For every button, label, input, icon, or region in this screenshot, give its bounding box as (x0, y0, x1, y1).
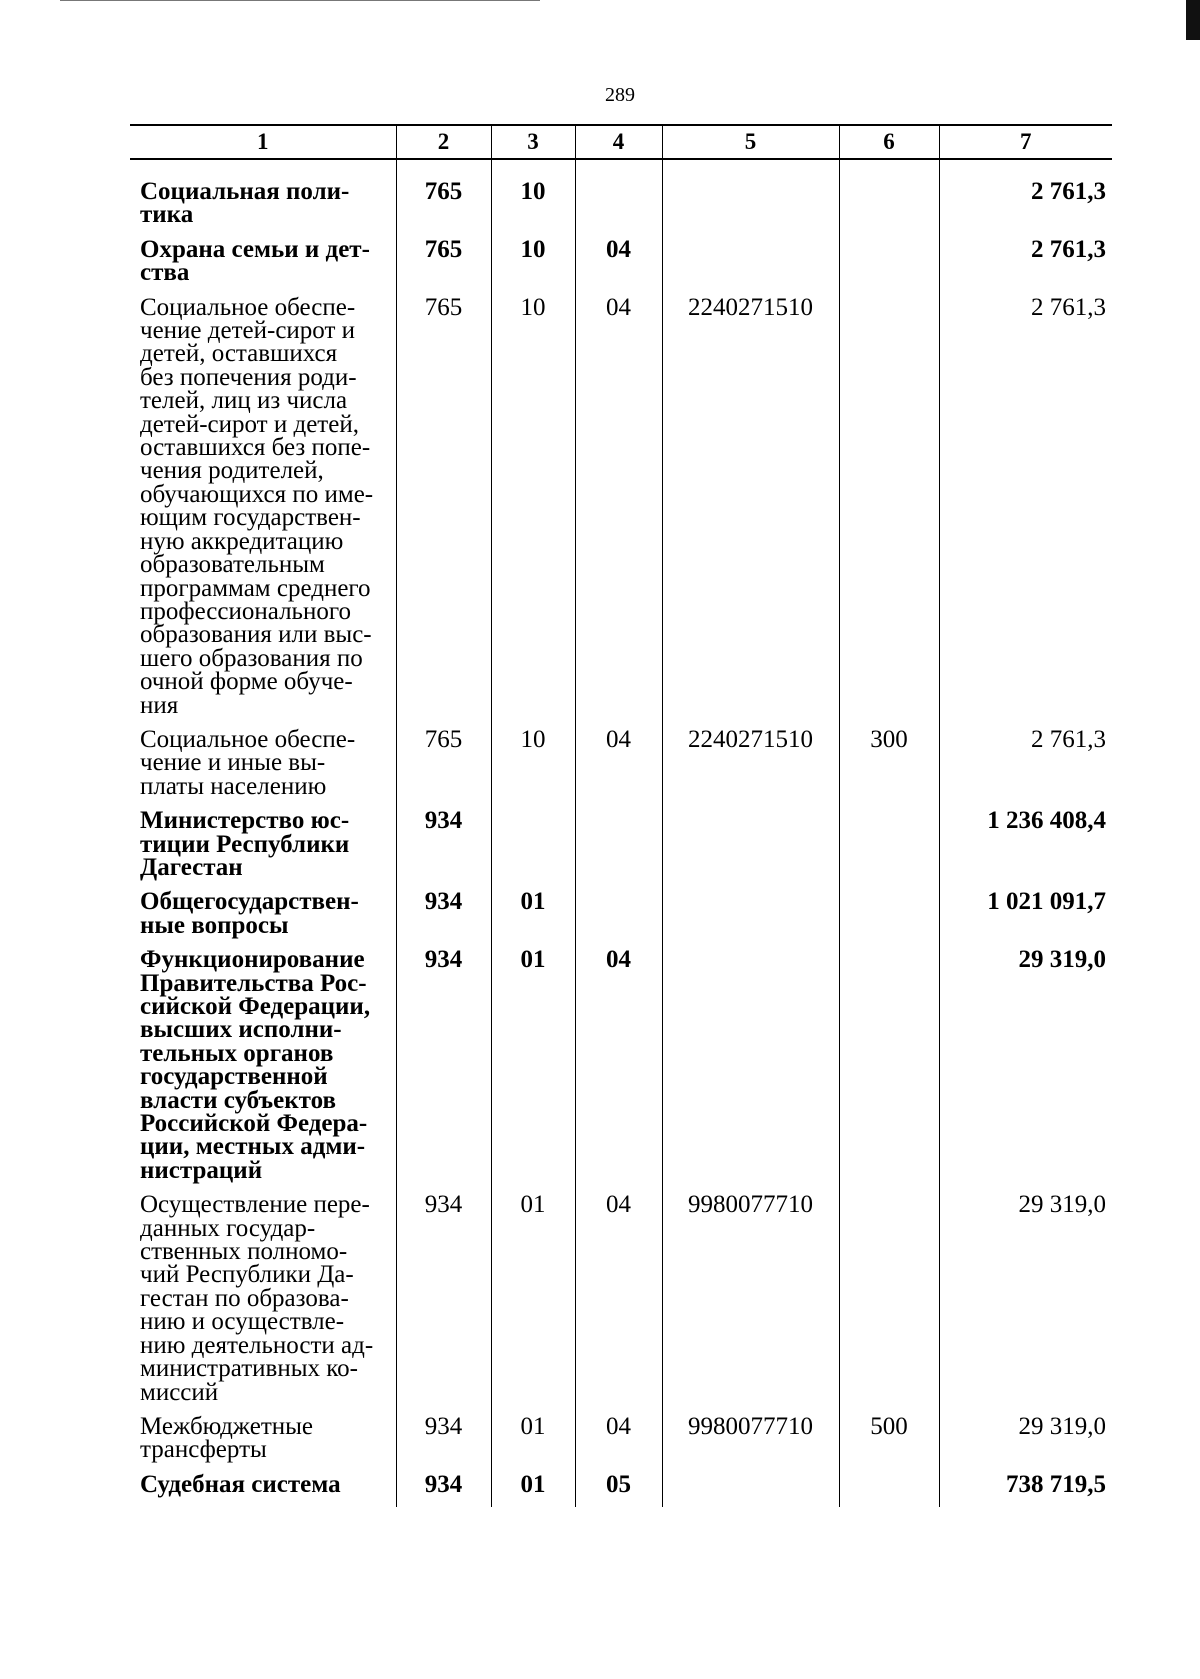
row-col-6-cell: 300 (839, 728, 939, 809)
row-col-2-cell: 934 (396, 809, 491, 890)
row-name-cell: Социальная поли- тика (130, 180, 396, 238)
row-name-cell: Осуществление пере- данных государ- ственных полномо- чий Республики Да- гестан по образова- нию и осуществле- нию деятельности ад- министративных ко- миссий (130, 1193, 396, 1415)
row-col-7-cell: 2 761,3 (939, 180, 1112, 238)
header-col-7: 7 (939, 125, 1112, 159)
table-spacer-row (130, 159, 1112, 180)
row-col-3-cell (491, 809, 575, 890)
row-col-4-cell (575, 890, 662, 948)
row-name-cell: Общегосударствен- ные вопросы (130, 890, 396, 948)
row-col-2-cell: 765 (396, 728, 491, 809)
row-col-6-cell (839, 948, 939, 1193)
row-col-5-cell (662, 1473, 839, 1507)
row-col-7-cell: 738 719,5 (939, 1473, 1112, 1507)
row-col-4-cell: 04 (575, 728, 662, 809)
row-col-7-cell: 1 021 091,7 (939, 890, 1112, 948)
row-col-2-cell: 765 (396, 296, 491, 728)
table-header-row (130, 125, 1112, 159)
row-col-5-cell: 2240271510 (662, 728, 839, 809)
row-col-6-cell (839, 890, 939, 948)
row-col-7-cell: 2 761,3 (939, 238, 1112, 296)
header-col-1: 1 (130, 125, 396, 159)
row-col-6-cell (839, 296, 939, 728)
row-name-cell: Социальное обеспе- чение и иные вы- платы населению (130, 728, 396, 809)
table-row (130, 728, 1112, 809)
row-col-7-cell: 29 319,0 (939, 1415, 1112, 1473)
row-col-5-cell: 2240271510 (662, 296, 839, 728)
header-col-3: 3 (491, 125, 575, 159)
page-number: 289 (605, 84, 635, 106)
row-col-5-cell: 9980077710 (662, 1193, 839, 1415)
header-col-6: 6 (839, 125, 939, 159)
row-col-7-cell: 29 319,0 (939, 948, 1112, 1193)
row-col-6-cell (839, 1193, 939, 1415)
table-row (130, 890, 1112, 948)
row-col-5-cell (662, 948, 839, 1193)
row-col-3-cell: 01 (491, 1193, 575, 1415)
row-col-3-cell: 10 (491, 180, 575, 238)
row-col-6-cell (839, 809, 939, 890)
row-col-5-cell (662, 238, 839, 296)
header-col-4: 4 (575, 125, 662, 159)
header-col-2: 2 (396, 125, 491, 159)
row-col-4-cell: 04 (575, 948, 662, 1193)
row-col-2-cell: 934 (396, 1473, 491, 1507)
row-col-5-cell: 9980077710 (662, 1415, 839, 1473)
row-col-6-cell (839, 238, 939, 296)
table-row (130, 1415, 1112, 1473)
scan-artifact-line (60, 0, 540, 1)
row-col-3-cell: 10 (491, 296, 575, 728)
row-col-6-cell: 500 (839, 1415, 939, 1473)
row-col-5-cell (662, 890, 839, 948)
row-col-4-cell: 04 (575, 238, 662, 296)
row-name-cell: Министерство юс- тиции Республики Дагестан (130, 809, 396, 890)
row-col-4-cell: 04 (575, 296, 662, 728)
row-col-3-cell: 01 (491, 1415, 575, 1473)
table-row (130, 180, 1112, 238)
row-col-4-cell: 05 (575, 1473, 662, 1507)
table-row (130, 296, 1112, 728)
row-col-2-cell: 765 (396, 180, 491, 238)
row-name-cell: Функционирование Правительства Рос- сийской Федерации, высших исполни- тельных органов государственной власти субъектов Российской Федера- ции, местных адми- нистраций (130, 948, 396, 1193)
row-col-3-cell: 01 (491, 1473, 575, 1507)
row-col-7-cell: 2 761,3 (939, 296, 1112, 728)
row-col-3-cell: 01 (491, 948, 575, 1193)
row-col-7-cell: 2 761,3 (939, 728, 1112, 809)
row-col-2-cell: 934 (396, 948, 491, 1193)
scan-artifact-edge (1186, 0, 1200, 40)
row-name-cell: Охрана семьи и дет- ства (130, 238, 396, 296)
row-col-2-cell: 765 (396, 238, 491, 296)
table-row (130, 1193, 1112, 1415)
budget-table-container (130, 124, 1112, 1507)
budget-table (130, 124, 1112, 1507)
row-name-cell: Межбюджетные трансферты (130, 1415, 396, 1473)
row-col-4-cell: 04 (575, 1193, 662, 1415)
table-row (130, 948, 1112, 1193)
table-row (130, 238, 1112, 296)
table-row (130, 1473, 1112, 1507)
row-col-3-cell: 10 (491, 728, 575, 809)
row-col-3-cell: 10 (491, 238, 575, 296)
row-col-2-cell: 934 (396, 1415, 491, 1473)
header-col-5: 5 (662, 125, 839, 159)
row-col-6-cell (839, 180, 939, 238)
row-col-5-cell (662, 180, 839, 238)
row-col-4-cell (575, 180, 662, 238)
row-col-2-cell: 934 (396, 1193, 491, 1415)
row-col-2-cell: 934 (396, 890, 491, 948)
row-col-7-cell: 29 319,0 (939, 1193, 1112, 1415)
row-col-7-cell: 1 236 408,4 (939, 809, 1112, 890)
row-col-5-cell (662, 809, 839, 890)
row-col-4-cell (575, 809, 662, 890)
row-col-4-cell: 04 (575, 1415, 662, 1473)
row-col-3-cell: 01 (491, 890, 575, 948)
table-body (130, 159, 1112, 1507)
row-name-cell: Социальное обеспе- чение детей-сирот и детей, оставшихся без попечения роди- телей, лиц из числа детей-сирот и детей, оставшихся без попе- чения родителей, обучающихся по име- ющим государствен- ную аккредитацию образовательным программам среднего профессионального образования или выс- шего образования по очной форме обуче- ния (130, 296, 396, 728)
table-row (130, 809, 1112, 890)
row-name-cell: Судебная система (130, 1473, 396, 1507)
row-col-6-cell (839, 1473, 939, 1507)
